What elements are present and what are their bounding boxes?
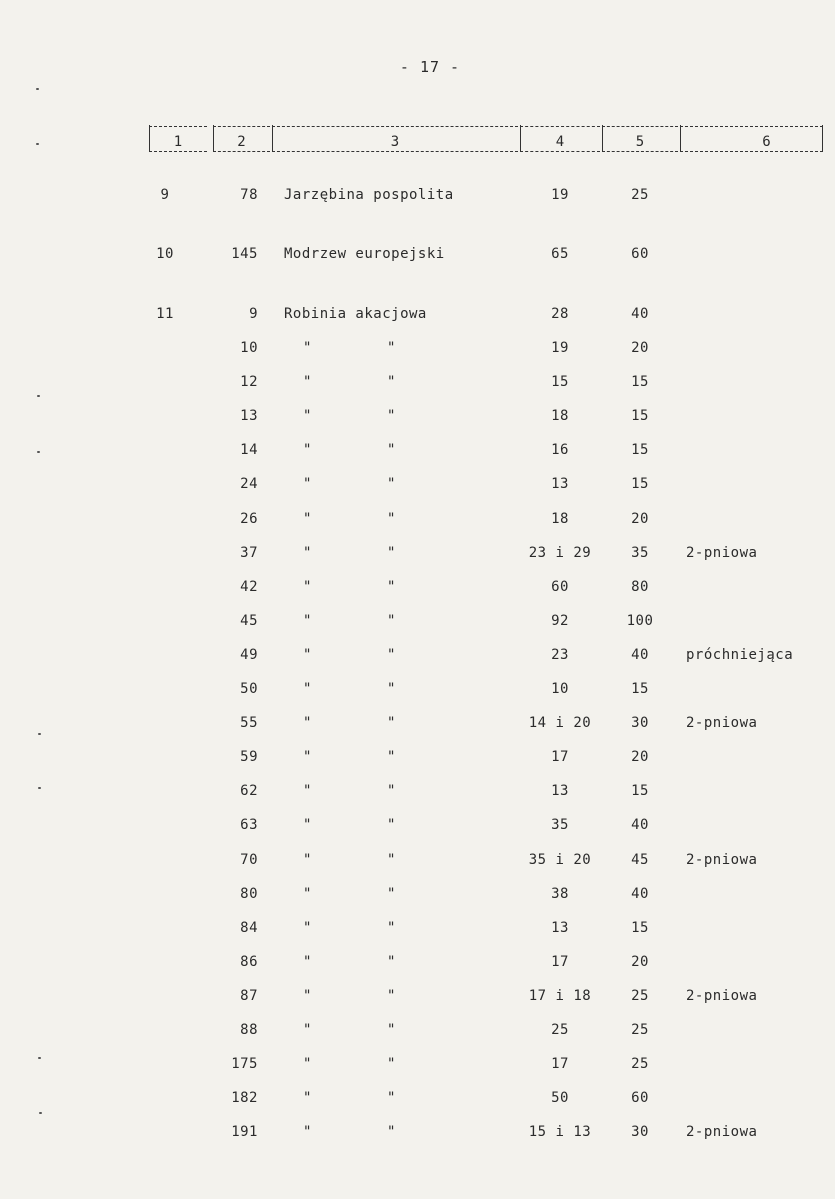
ditto-mark: " — [303, 954, 312, 970]
cell-tree-id: 12 — [240, 374, 258, 390]
cell-circumference: 19 — [551, 340, 569, 356]
header-label-3: 3 — [390, 134, 400, 150]
cell-circumference: 16 — [551, 442, 569, 458]
table-row — [0, 579, 835, 599]
page-number: - 17 - — [399, 58, 461, 76]
scan-speck — [37, 395, 40, 397]
ditto-mark: " — [387, 988, 396, 1004]
cell-tree-id: 175 — [231, 1056, 258, 1072]
cell-tree-id: 50 — [240, 681, 258, 697]
ditto-mark: " — [387, 1090, 396, 1106]
ditto-mark: " — [303, 715, 312, 731]
cell-height: 15 — [631, 442, 649, 458]
cell-tree-id: 70 — [240, 852, 258, 868]
header-cell-2 — [213, 126, 270, 152]
cell-tree-id: 49 — [240, 647, 258, 663]
table-row — [0, 246, 835, 266]
cell-circumference: 18 — [551, 511, 569, 527]
ditto-mark: " — [303, 647, 312, 663]
cell-tree-id: 45 — [240, 613, 258, 629]
ditto-mark: " — [387, 681, 396, 697]
table-row — [0, 408, 835, 428]
ditto-mark: " — [387, 886, 396, 902]
header-label-1: 1 — [173, 134, 183, 150]
cell-tree-id: 10 — [240, 340, 258, 356]
ditto-mark: " — [387, 954, 396, 970]
table-row — [0, 613, 835, 633]
cell-height: 15 — [631, 374, 649, 390]
cell-circumference: 17 i 18 — [528, 988, 592, 1004]
cell-number: 11 — [156, 306, 174, 322]
cell-circumference: 35 i 20 — [528, 852, 592, 868]
ditto-mark: " — [387, 1056, 396, 1072]
ditto-mark: " — [387, 1022, 396, 1038]
cell-height: 20 — [631, 749, 649, 765]
cell-circumference: 23 — [551, 647, 569, 663]
cell-circumference: 50 — [551, 1090, 569, 1106]
cell-tree-id: 86 — [240, 954, 258, 970]
cell-height: 15 — [631, 681, 649, 697]
cell-remarks: 2-pniowa — [686, 852, 758, 868]
cell-species: Modrzew europejski — [284, 246, 445, 262]
scan-speck — [37, 451, 40, 453]
cell-circumference: 38 — [551, 886, 569, 902]
cell-tree-id: 63 — [240, 817, 258, 833]
header-label-5: 5 — [635, 134, 645, 150]
header-cell-1 — [149, 126, 207, 152]
cell-circumference: 13 — [551, 920, 569, 936]
table-row — [0, 886, 835, 906]
cell-circumference: 18 — [551, 408, 569, 424]
cell-circumference: 35 — [551, 817, 569, 833]
cell-remarks: próchniejąca — [686, 647, 794, 663]
cell-height: 20 — [631, 954, 649, 970]
cell-tree-id: 37 — [240, 545, 258, 561]
cell-tree-id: 59 — [240, 749, 258, 765]
ditto-mark: " — [303, 1022, 312, 1038]
cell-circumference: 13 — [551, 783, 569, 799]
cell-height: 45 — [631, 852, 649, 868]
header-cell-5 — [602, 126, 678, 152]
cell-height: 100 — [626, 613, 654, 629]
cell-circumference: 13 — [551, 476, 569, 492]
cell-remarks: 2-pniowa — [686, 1124, 758, 1140]
ditto-mark: " — [303, 476, 312, 492]
scan-speck — [39, 1112, 42, 1114]
ditto-mark: " — [303, 749, 312, 765]
table-row — [0, 681, 835, 701]
table-row — [0, 187, 835, 207]
ditto-mark: " — [387, 920, 396, 936]
cell-circumference: 10 — [551, 681, 569, 697]
cell-tree-id: 42 — [240, 579, 258, 595]
ditto-mark: " — [387, 442, 396, 458]
cell-tree-id: 88 — [240, 1022, 258, 1038]
header-label-4: 4 — [555, 134, 565, 150]
ditto-mark: " — [387, 783, 396, 799]
header-label-2: 2 — [237, 134, 246, 150]
table-row — [0, 442, 835, 462]
cell-height: 80 — [631, 579, 649, 595]
cell-height: 25 — [631, 1022, 649, 1038]
cell-tree-id: 84 — [240, 920, 258, 936]
cell-tree-id: 24 — [240, 476, 258, 492]
cell-remarks: 2-pniowa — [686, 545, 758, 561]
ditto-mark: " — [387, 545, 396, 561]
scan-speck — [36, 88, 39, 90]
cell-circumference: 92 — [551, 613, 569, 629]
ditto-mark: " — [387, 374, 396, 390]
cell-number: 9 — [160, 187, 170, 203]
header-label-6: 6 — [762, 134, 771, 150]
table-header — [0, 126, 835, 156]
cell-height: 30 — [631, 715, 649, 731]
table-row — [0, 920, 835, 940]
ditto-mark: " — [387, 408, 396, 424]
cell-tree-id: 62 — [240, 783, 258, 799]
table-row — [0, 749, 835, 769]
header-cell-6 — [680, 126, 823, 152]
ditto-mark: " — [303, 817, 312, 833]
table-row — [0, 374, 835, 394]
cell-height: 30 — [631, 1124, 649, 1140]
table-row — [0, 988, 835, 1008]
cell-height: 25 — [631, 988, 649, 1004]
cell-number: 10 — [156, 246, 174, 262]
ditto-mark: " — [303, 783, 312, 799]
cell-circumference: 23 i 29 — [528, 545, 592, 561]
cell-tree-id: 9 — [249, 306, 258, 322]
cell-height: 25 — [631, 1056, 649, 1072]
table-row — [0, 715, 835, 735]
ditto-mark: " — [303, 340, 312, 356]
cell-height: 40 — [631, 647, 649, 663]
cell-circumference: 17 — [551, 1056, 569, 1072]
scan-speck — [38, 1057, 41, 1059]
header-cell-3 — [272, 126, 518, 152]
table-row — [0, 1090, 835, 1110]
cell-tree-id: 80 — [240, 886, 258, 902]
cell-height: 35 — [631, 545, 649, 561]
table-row — [0, 783, 835, 803]
cell-circumference: 65 — [551, 246, 569, 262]
cell-remarks: 2-pniowa — [686, 715, 758, 731]
ditto-mark: " — [387, 749, 396, 765]
scan-speck — [38, 787, 41, 789]
cell-height: 40 — [631, 886, 649, 902]
cell-circumference: 15 — [551, 374, 569, 390]
table-row — [0, 647, 835, 667]
cell-tree-id: 14 — [240, 442, 258, 458]
table-row — [0, 476, 835, 496]
cell-height: 15 — [631, 476, 649, 492]
ditto-mark: " — [303, 579, 312, 595]
table-row — [0, 817, 835, 837]
cell-tree-id: 55 — [240, 715, 258, 731]
ditto-mark: " — [387, 852, 396, 868]
ditto-mark: " — [303, 408, 312, 424]
ditto-mark: " — [303, 442, 312, 458]
ditto-mark: " — [303, 1090, 312, 1106]
table-row — [0, 306, 835, 326]
table-row — [0, 1056, 835, 1076]
table-row — [0, 1022, 835, 1042]
ditto-mark: " — [303, 545, 312, 561]
scan-speck — [38, 733, 41, 735]
cell-tree-id: 26 — [240, 511, 258, 527]
cell-circumference: 14 i 20 — [528, 715, 592, 731]
table-row — [0, 340, 835, 360]
cell-tree-id: 87 — [240, 988, 258, 1004]
ditto-mark: " — [387, 476, 396, 492]
ditto-mark: " — [303, 374, 312, 390]
ditto-mark: " — [387, 340, 396, 356]
ditto-mark: " — [303, 681, 312, 697]
ditto-mark: " — [387, 1124, 396, 1140]
cell-height: 40 — [631, 817, 649, 833]
ditto-mark: " — [303, 886, 312, 902]
cell-tree-id: 78 — [240, 187, 258, 203]
cell-circumference: 17 — [551, 954, 569, 970]
ditto-mark: " — [303, 988, 312, 1004]
cell-circumference: 17 — [551, 749, 569, 765]
table-row — [0, 511, 835, 531]
table-row — [0, 852, 835, 872]
ditto-mark: " — [303, 613, 312, 629]
cell-height: 15 — [631, 920, 649, 936]
cell-height: 20 — [631, 340, 649, 356]
cell-circumference: 15 i 13 — [528, 1124, 592, 1140]
cell-height: 40 — [631, 306, 649, 322]
ditto-mark: " — [303, 1124, 312, 1140]
ditto-mark: " — [387, 613, 396, 629]
ditto-mark: " — [303, 852, 312, 868]
cell-tree-id: 145 — [231, 246, 258, 262]
cell-circumference: 19 — [551, 187, 569, 203]
ditto-mark: " — [387, 817, 396, 833]
cell-circumference: 60 — [551, 579, 569, 595]
scan-speck — [36, 143, 39, 145]
ditto-mark: " — [387, 647, 396, 663]
ditto-mark: " — [387, 511, 396, 527]
cell-height: 20 — [631, 511, 649, 527]
cell-height: 15 — [631, 783, 649, 799]
table-row — [0, 1124, 835, 1144]
cell-tree-id: 182 — [231, 1090, 258, 1106]
cell-height: 15 — [631, 408, 649, 424]
cell-tree-id: 191 — [231, 1124, 258, 1140]
header-cell-4 — [520, 126, 600, 152]
ditto-mark: " — [303, 920, 312, 936]
cell-height: 60 — [631, 246, 649, 262]
cell-species: Jarzębina pospolita — [284, 187, 454, 203]
table-row — [0, 954, 835, 974]
ditto-mark: " — [387, 579, 396, 595]
ditto-mark: " — [387, 715, 396, 731]
cell-height: 60 — [631, 1090, 649, 1106]
ditto-mark: " — [303, 511, 312, 527]
cell-tree-id: 13 — [240, 408, 258, 424]
cell-height: 25 — [631, 187, 649, 203]
cell-species: Robinia akacjowa — [284, 306, 427, 322]
cell-circumference: 28 — [551, 306, 569, 322]
ditto-mark: " — [303, 1056, 312, 1072]
cell-circumference: 25 — [551, 1022, 569, 1038]
table-row — [0, 545, 835, 565]
cell-remarks: 2-pniowa — [686, 988, 758, 1004]
